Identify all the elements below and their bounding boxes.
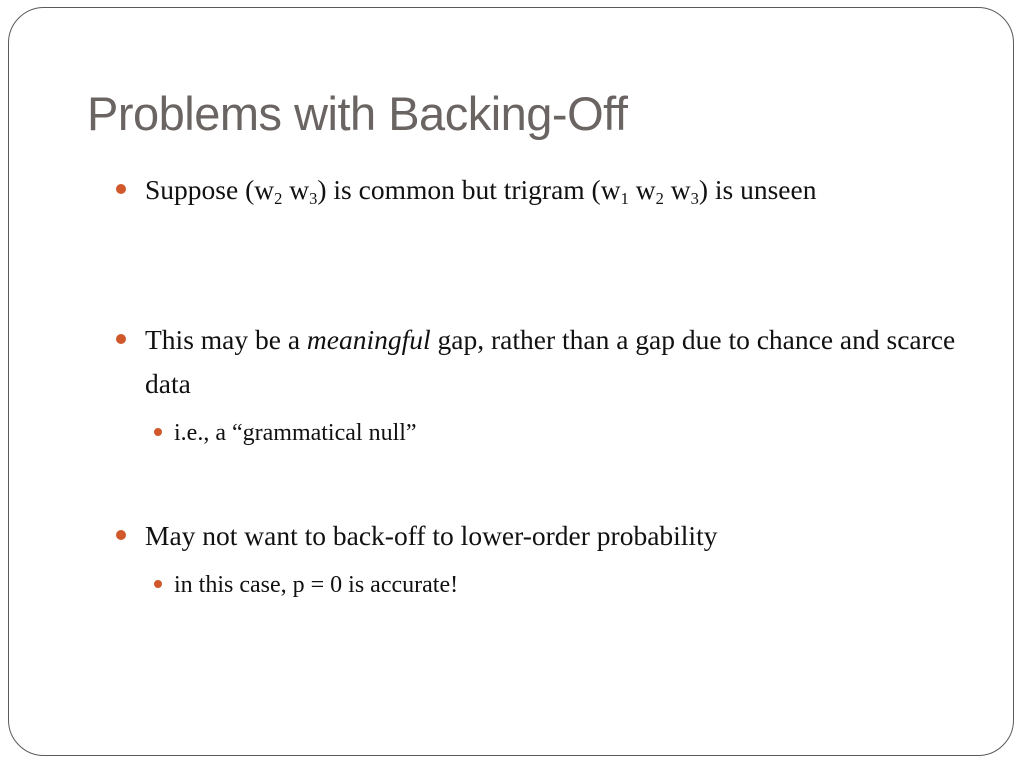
bullet-item — [145, 514, 965, 558]
subscript: 2 — [655, 189, 664, 209]
bullet-text: i.e., a “grammatical null” — [174, 420, 417, 446]
text-run: w — [663, 174, 691, 205]
bullet-dot-icon — [116, 184, 126, 194]
text-run: Suppose (w — [145, 174, 275, 205]
bullet-dot-icon — [154, 580, 162, 588]
bullet-text: in this case, p = 0 is accurate! — [174, 572, 459, 598]
subscript: 3 — [309, 189, 318, 209]
bullet-dot-icon — [116, 334, 126, 344]
bullet-dot-icon — [116, 530, 126, 540]
text-run: w — [628, 174, 656, 205]
text-run: w — [282, 174, 310, 205]
bullet-text: May not want to back-off to lower-order probability — [145, 520, 718, 551]
emphasis-text: meaningful — [306, 324, 431, 355]
bullet-text — [145, 174, 817, 209]
subscript: 3 — [690, 189, 699, 209]
subscript: 1 — [620, 189, 629, 209]
bullet-item — [145, 168, 965, 212]
bullet-text — [145, 324, 955, 399]
bullet-dot-icon — [154, 428, 162, 436]
text-run: This may be a — [145, 324, 307, 355]
text-run: ) is unseen — [698, 174, 817, 205]
bullet-item — [145, 318, 965, 406]
sub-bullet-item — [174, 416, 954, 450]
sub-bullet-item — [174, 568, 954, 602]
text-run: gap, rather than a gap due to chance and scarce data — [145, 324, 956, 399]
subscript: 2 — [274, 189, 283, 209]
text-run: ) is common but trigram (w — [317, 174, 621, 205]
slide-title: Problems with Backing-Off — [87, 87, 628, 140]
